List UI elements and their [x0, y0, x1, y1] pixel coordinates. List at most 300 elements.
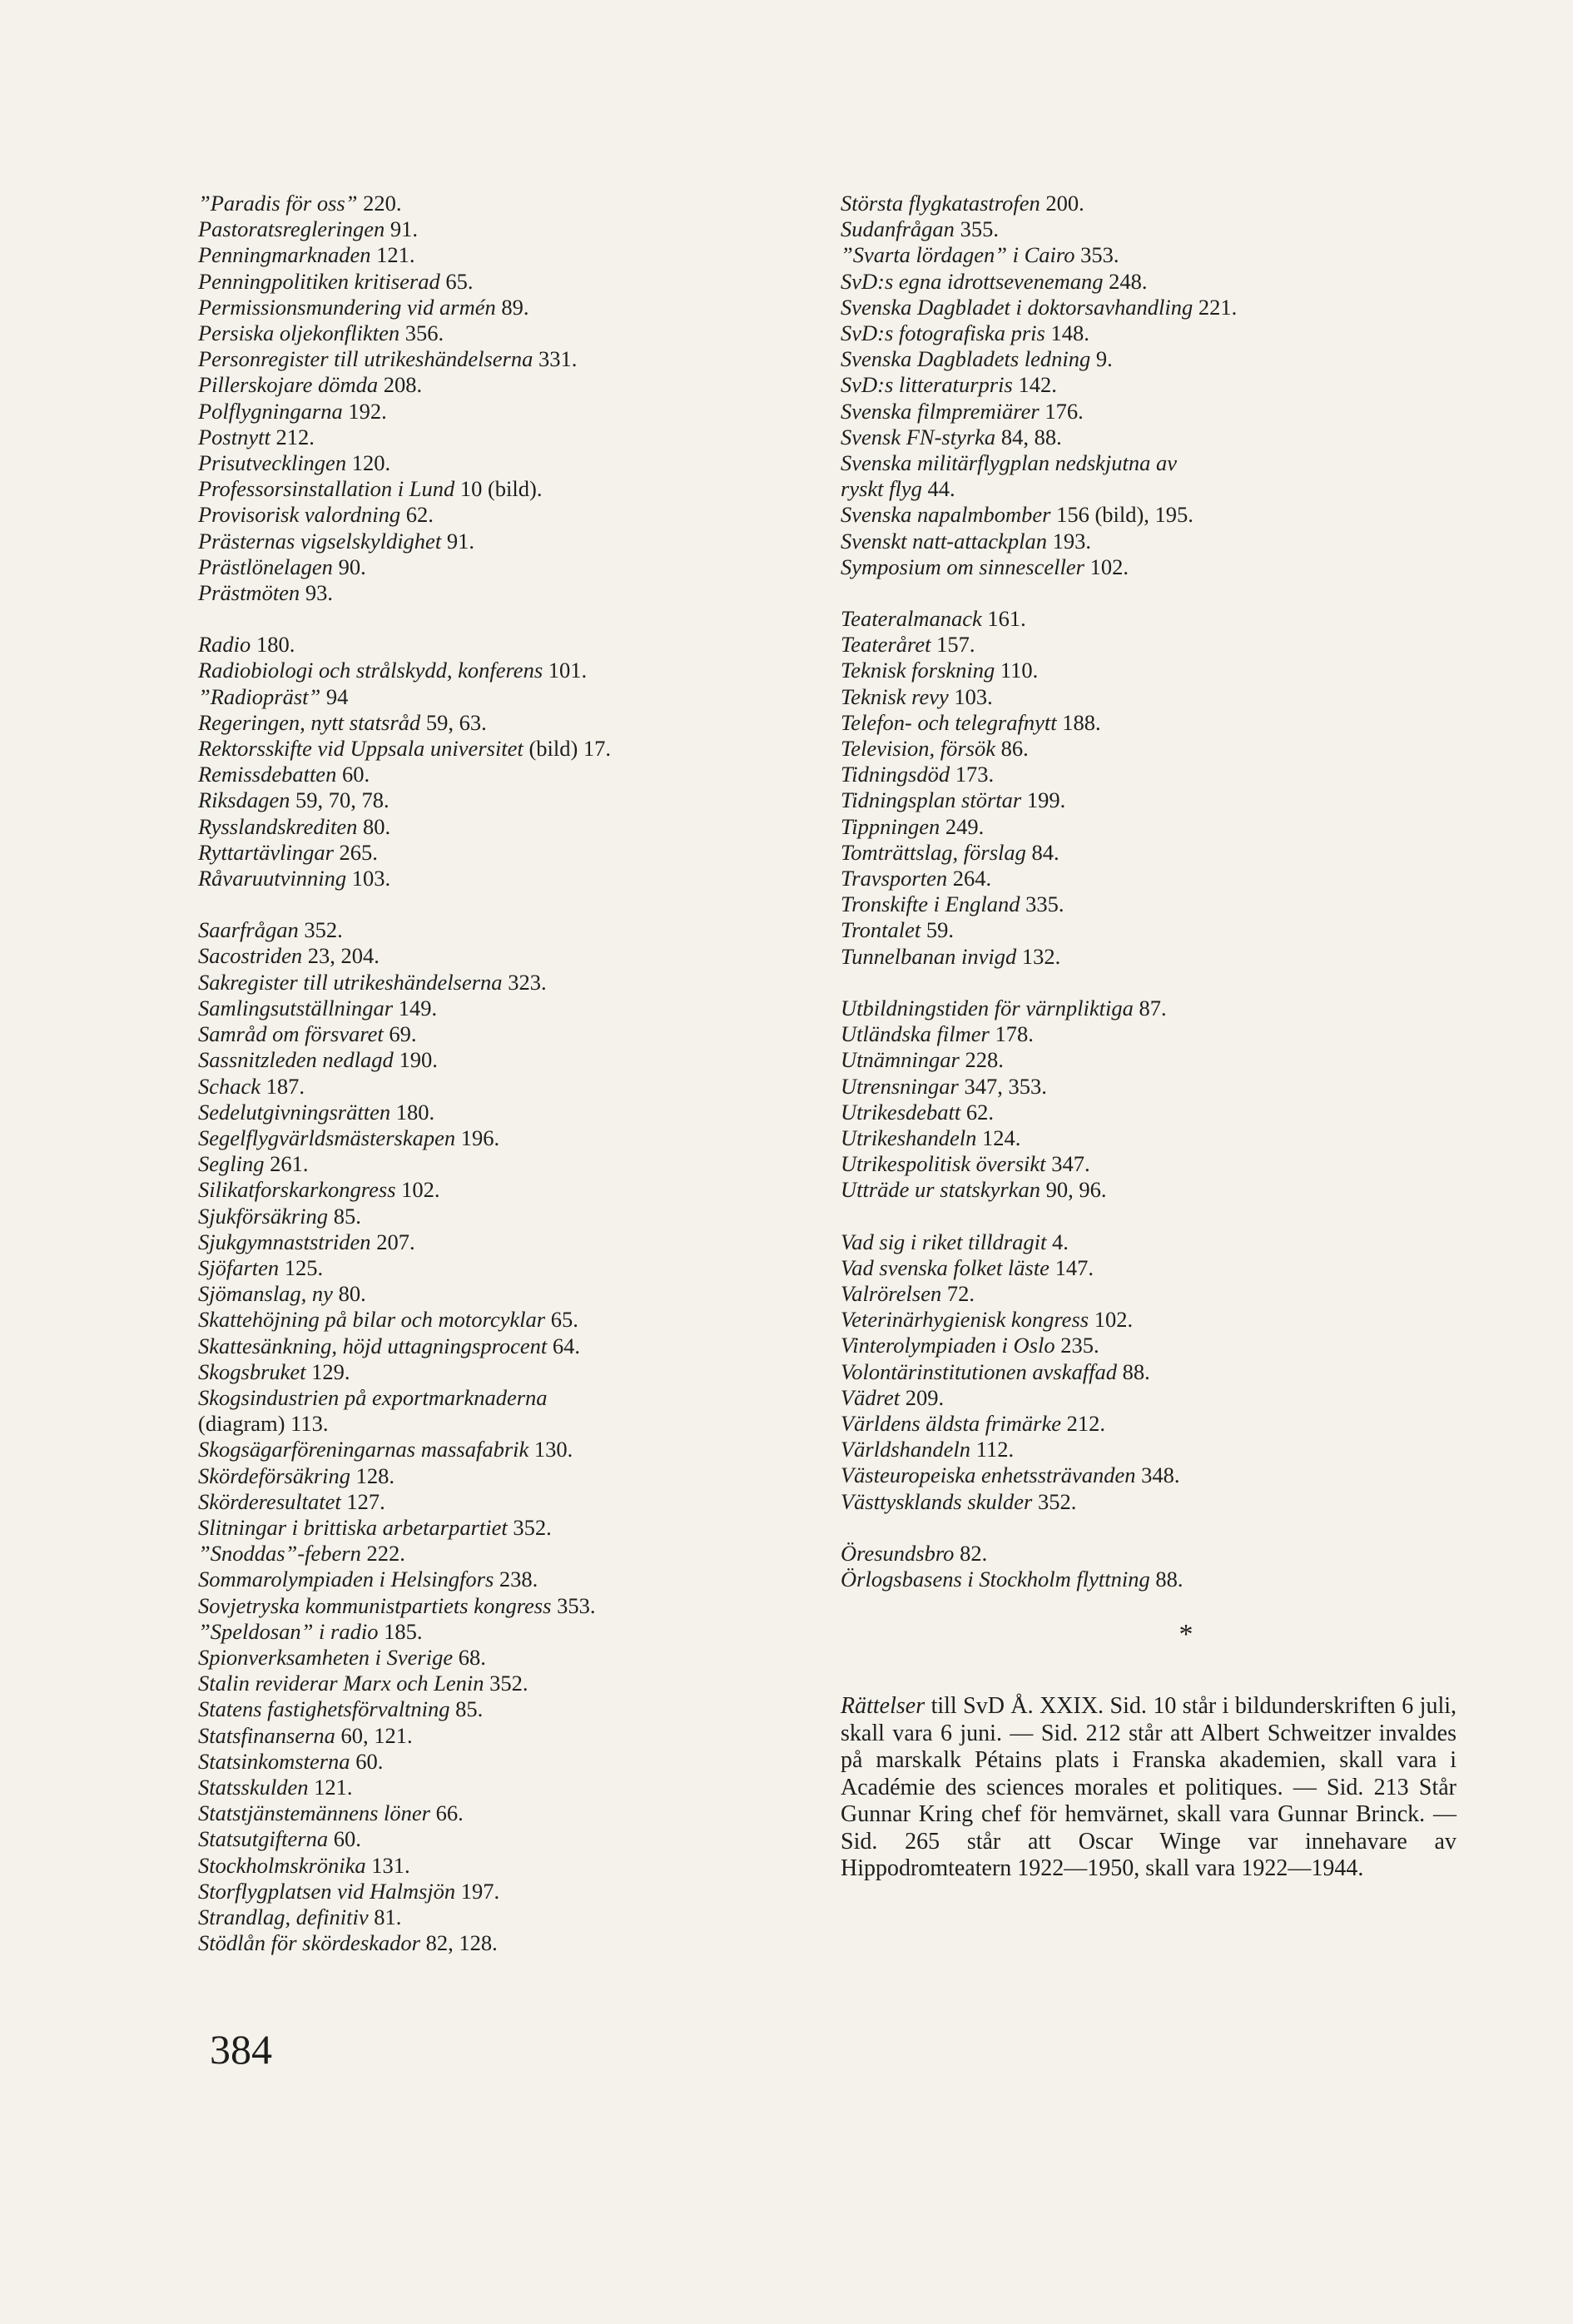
index-entry-title: Råvaruutvinning — [198, 866, 347, 891]
index-entry — [841, 450, 1456, 476]
index-entry-refs: 86. — [1000, 736, 1029, 762]
index-entry-refs: 200. — [1045, 191, 1084, 216]
index-entry-title: Teateralmanack — [841, 606, 982, 632]
index-entry — [198, 346, 814, 372]
index-entry-title: ”Svarta lördagen” i Cairo — [841, 242, 1075, 268]
index-entry — [198, 580, 814, 606]
index-entry-title: Persiska oljekonflikten — [198, 320, 400, 346]
index-entry — [198, 1359, 814, 1385]
index-entry — [198, 502, 814, 528]
index-entry-title: Svenska militärflygplan nedskjutna av — [841, 450, 1178, 476]
index-entry-refs: 80. — [363, 813, 391, 839]
errata-text: till SvD Å. XXIX. Sid. 10 står i bildunderskriften 6 juli, skall vara 6 juni. — Sid. 212 står att Albert Schweitzer invaldes på marskalk Pétains plats i Franska akademien, skall vara i Académie des sciences morales et politiques. — Sid. 213 Står Gunnar Kring chef för hemvärnet, skall vara Gunnar Brinck. — Sid. 265 står att Oscar Winge var innehavare av Hippodromteatern 1922—1950, skall vara 1922—1944. — [841, 1693, 1457, 1882]
index-entry — [198, 1567, 814, 1592]
index-entry-refs: 125. — [284, 1254, 324, 1280]
index-entry-title: Penningmarknaden — [198, 242, 371, 268]
index-entry — [841, 1333, 1456, 1358]
index-entry-title: Ryttartävlingar — [198, 839, 334, 865]
index-entry — [841, 1074, 1456, 1100]
index-entry-title: Statsskulden — [198, 1774, 309, 1800]
index-entry — [198, 1125, 814, 1151]
index-entry — [198, 658, 814, 683]
index-entry-refs: 72. — [946, 1280, 975, 1306]
index-entry-refs: 264. — [952, 866, 992, 891]
index-entry — [841, 840, 1456, 866]
index-groups-right — [841, 191, 1456, 1592]
index-entry-refs: 180. — [256, 632, 295, 658]
index-entry — [198, 216, 814, 242]
index-entry-title: Postnytt — [198, 424, 270, 449]
index-entry-title: Sjöfarten — [198, 1254, 280, 1280]
index-entry-refs: 68. — [458, 1644, 486, 1670]
index-entry-title: Trontalet — [841, 917, 921, 943]
index-entry-title: Världens äldsta frimärke — [841, 1410, 1061, 1436]
index-entry — [198, 1904, 814, 1930]
index-entry-title: Spionverksamheten i Sverige — [198, 1644, 454, 1670]
index-entry — [841, 216, 1456, 242]
index-entry-title: Tidningsplan störtar — [841, 787, 1022, 813]
index-entry — [198, 399, 814, 425]
index-entry-title: Svensk FN-styrka — [841, 424, 996, 449]
index-entry-refs: 335. — [1025, 891, 1064, 917]
index-entry-title: Tidningsdöd — [841, 762, 950, 787]
index-entry-refs: 69. — [389, 1021, 417, 1047]
index-group — [198, 632, 814, 891]
index-entry-refs: 91. — [446, 528, 474, 554]
index-entry — [841, 1411, 1456, 1437]
index-entry-refs: 212. — [1066, 1410, 1105, 1436]
index-entry-title: Television, försök — [841, 736, 995, 762]
index-entry — [841, 1567, 1456, 1592]
index-entry-refs: 64. — [552, 1333, 581, 1358]
index-entry-refs: (bild) 17. — [528, 736, 612, 762]
index-entry — [198, 1826, 814, 1852]
index-entry — [198, 1775, 814, 1800]
index-entry-title: Vad svenska folket läste — [841, 1254, 1049, 1280]
index-group — [841, 1229, 1456, 1515]
index-entry-title: Utländska filmer — [841, 1021, 990, 1047]
index-entry — [841, 372, 1456, 398]
index-entry-title: Samlingsutställningar — [198, 995, 394, 1020]
index-entry — [841, 1462, 1456, 1488]
index-entry-refs: 196. — [460, 1125, 500, 1150]
index-entry-title: Statsfinanserna — [198, 1722, 335, 1748]
index-entry-title: Radiobiologi och strålskydd, konferens — [198, 658, 543, 683]
index-entry-refs: 190. — [399, 1047, 438, 1073]
index-entry — [841, 787, 1456, 813]
index-entry-title: Schack — [198, 1073, 261, 1099]
index-entry — [841, 1307, 1456, 1333]
index-entry-title: ”Paradis för oss” — [198, 191, 358, 216]
index-entry-title: Symposium om sinnesceller — [841, 554, 1084, 579]
index-entry-title: Skogsbruket — [198, 1358, 306, 1384]
index-entry-title: Skattehöjning på bilar och motorcyklar — [198, 1307, 546, 1333]
index-entry-title: Telefon- och telegrafnytt — [841, 709, 1057, 735]
index-entry-refs: 355. — [960, 216, 999, 242]
index-entry — [841, 632, 1456, 658]
index-entry-refs: 221. — [1198, 294, 1238, 320]
index-entry-title: Valrörelsen — [841, 1280, 942, 1306]
index-entry — [198, 1255, 814, 1281]
index-entry-refs: 156 (bild), 195. — [1056, 502, 1193, 528]
index-entry-title: Prästmöten — [198, 580, 300, 606]
index-entry — [198, 269, 814, 295]
index-entry — [198, 1385, 814, 1411]
index-entry — [841, 1229, 1456, 1255]
index-entry — [198, 1204, 814, 1229]
index-entry-title: Örlogsbasens i Stockholm flyttning — [841, 1566, 1150, 1592]
index-entry — [841, 320, 1456, 346]
index-entry-title: Sakregister till utrikeshändelserna — [198, 969, 503, 995]
index-entry-refs: 261. — [270, 1151, 309, 1177]
index-entry-title: ”Radiopräst” — [198, 683, 321, 709]
index-entry-title: Svenska napalmbomber — [841, 502, 1051, 528]
index-entry-title: Världshandeln — [841, 1437, 971, 1462]
index-entry — [198, 1696, 814, 1722]
index-entry-title: Permissionsmundering vid armén — [198, 294, 496, 320]
index-entry — [198, 372, 814, 398]
index-entry-refs: 265. — [339, 839, 378, 865]
index-entry — [841, 476, 1456, 502]
index-entry-refs: 157. — [936, 632, 975, 658]
index-entry-refs: 238. — [499, 1567, 538, 1592]
index-entry-title: Vinterolympiaden i Oslo — [841, 1333, 1055, 1358]
index-entry — [841, 1047, 1456, 1073]
index-entry-refs: 188. — [1062, 709, 1101, 735]
index-entry-title: Stockholmskrönika — [198, 1852, 366, 1878]
index-entry — [841, 1281, 1456, 1307]
errata-notice — [841, 1693, 1456, 1883]
index-entry — [841, 891, 1456, 917]
index-entry-title: Utrikespolitisk översikt — [841, 1151, 1046, 1177]
index-entry-refs: 249. — [945, 813, 985, 839]
index-entry-title: Sassnitzleden nedlagd — [198, 1047, 394, 1073]
index-entry-refs: 59, 70, 78. — [295, 787, 390, 813]
index-group — [841, 606, 1456, 970]
index-entry — [198, 1853, 814, 1879]
index-entry-title: Sedelutgivningsrätten — [198, 1099, 391, 1125]
index-entry-refs: 128. — [355, 1462, 395, 1488]
index-entry-refs: 60. — [355, 1748, 384, 1774]
index-entry — [198, 1177, 814, 1203]
index-column-left — [198, 191, 814, 1982]
index-entry-title: Tronskifte i England — [841, 891, 1020, 917]
errata-heading: Rättelser — [841, 1693, 925, 1720]
index-entry-title: Slitningar i brittiska arbetarpartiet — [198, 1514, 508, 1540]
index-entry-refs: 102. — [1094, 1307, 1134, 1333]
index-entry — [198, 425, 814, 450]
index-entry-refs: 4. — [1051, 1229, 1069, 1254]
index-entry-refs: 228. — [965, 1047, 1004, 1073]
index-entry — [841, 529, 1456, 554]
index-entry-refs: 88. — [1122, 1358, 1150, 1384]
index-entry-refs: 121. — [314, 1774, 353, 1800]
index-column-right — [841, 191, 1456, 1883]
index-entry-title: Vädret — [841, 1384, 901, 1410]
index-entry — [841, 736, 1456, 762]
index-entry — [198, 814, 814, 840]
index-entry — [841, 554, 1456, 580]
index-entry-title: Skogsägarföreningarnas massafabrik — [198, 1437, 529, 1462]
index-entry-refs: 185. — [384, 1618, 423, 1644]
index-entry-title: Utrikesdebatt — [841, 1099, 961, 1125]
index-entry-title: Sovjetryska kommunistpartiets kongress — [198, 1592, 552, 1618]
index-entry — [841, 944, 1456, 970]
index-entry-title: Skörderesultatet — [198, 1488, 341, 1514]
index-entry-refs: 10 (bild). — [459, 476, 543, 502]
index-entry-title: Pillerskojare dömda — [198, 372, 379, 398]
index-entry-refs: 112. — [975, 1437, 1015, 1462]
index-entry-refs: 178. — [995, 1021, 1034, 1047]
index-entry-refs: 220. — [363, 191, 402, 216]
index-entry-title: ryskt flyg — [841, 476, 922, 502]
index-entry-title: Teateråret — [841, 632, 931, 658]
index-entry-refs: 323. — [508, 969, 547, 995]
index-entry-title: Sudanfrågan — [841, 216, 955, 242]
index-entry — [198, 996, 814, 1021]
index-entry — [198, 840, 814, 866]
index-entry-title: Västeuropeiska enhetssträvanden — [841, 1462, 1136, 1488]
index-entry — [841, 1255, 1456, 1281]
index-entry-refs: 129. — [311, 1358, 350, 1384]
index-entry-refs: 81. — [374, 1904, 402, 1929]
index-entry-title: Skogsindustrien på exportmarknaderna — [198, 1384, 548, 1410]
index-entry-title: Prästlönelagen — [198, 554, 333, 579]
index-entry-refs: 91. — [390, 216, 419, 242]
index-entry-title: Segelflygvärldsmästerskapen — [198, 1125, 456, 1150]
index-entry-title: Skattesänkning, höjd uttagningsprocent — [198, 1333, 548, 1358]
index-entry — [198, 1619, 814, 1645]
index-entry — [198, 450, 814, 476]
index-entry-refs: 93. — [305, 580, 333, 606]
index-entry-refs: 9. — [1095, 346, 1113, 372]
index-entry — [198, 970, 814, 996]
index-entry — [198, 320, 814, 346]
index-entry-refs: 82, 128. — [425, 1930, 498, 1956]
index-entry-title: Teknisk revy — [841, 683, 949, 709]
index-entry-title: Rektorsskifte vid Uppsala universitet — [198, 736, 524, 762]
index-entry — [198, 242, 814, 268]
index-entry-refs: 130. — [533, 1437, 573, 1462]
index-entry-refs: 131. — [371, 1852, 410, 1878]
index-entry — [841, 1489, 1456, 1515]
index-entry — [198, 1307, 814, 1333]
index-entry — [198, 1437, 814, 1462]
index-entry-title: Silikatforskarkongress — [198, 1177, 396, 1203]
index-entry-title: Provisorisk valordning — [198, 502, 401, 528]
index-entry-title: Professorsinstallation i Lund — [198, 476, 455, 502]
index-entry-title: Storflygplatsen vid Halmsjön — [198, 1878, 456, 1904]
index-group — [841, 191, 1456, 580]
index-entry-title: Statens fastighetsförvaltning — [198, 1696, 450, 1722]
index-entry — [198, 295, 814, 320]
index-entry-refs: 124. — [982, 1125, 1021, 1150]
index-entry — [198, 710, 814, 736]
index-entry — [198, 476, 814, 502]
index-entry-title: Tippningen — [841, 813, 940, 839]
index-entry — [198, 1645, 814, 1671]
index-entry-title: Utträde ur statskyrkan — [841, 1177, 1040, 1203]
index-entry-title: Svenska filmpremiärer — [841, 398, 1040, 424]
index-entry — [198, 529, 814, 554]
index-entry-refs: 142. — [1018, 372, 1057, 398]
index-entry — [841, 269, 1456, 295]
index-entry-title: Svenska Dagbladets ledning — [841, 346, 1091, 372]
index-entry — [841, 425, 1456, 450]
index-entry-title: Personregister till utrikeshändelserna — [198, 346, 533, 372]
index-entry — [198, 736, 814, 762]
index-entry — [841, 1021, 1456, 1047]
index-entry-title: Sjukgymnaststriden — [198, 1229, 371, 1254]
index-entry-refs: 149. — [398, 995, 438, 1020]
index-entry-title: Pastoratsregleringen — [198, 216, 385, 242]
index-entry-refs: 353. — [557, 1592, 596, 1618]
index-entry-title: Prisutvecklingen — [198, 450, 347, 476]
index-entry — [198, 943, 814, 969]
index-entry — [198, 1100, 814, 1125]
index-entry-refs: 173. — [955, 762, 995, 787]
index-entry — [198, 1021, 814, 1047]
index-entry-refs: 208. — [383, 372, 423, 398]
index-entry-refs: 44. — [927, 476, 955, 502]
index-entry-title: Svenska Dagbladet i doktorsavhandling — [841, 294, 1193, 320]
index-entry-refs: 65. — [550, 1307, 578, 1333]
index-entry — [198, 1333, 814, 1359]
index-entry — [198, 1930, 814, 1956]
index-entry — [841, 606, 1456, 632]
index-entry-title: Sjukförsäkring — [198, 1203, 329, 1229]
index-entry-title: Utrensningar — [841, 1073, 959, 1099]
index-entry-title: Penningpolitiken kritiserad — [198, 268, 440, 294]
index-entry — [198, 1879, 814, 1904]
index-entry — [198, 632, 814, 658]
index-entry-refs: 103. — [954, 683, 993, 709]
index-entry — [198, 762, 814, 787]
index-entry-title: Statsinkomsterna — [198, 1748, 350, 1774]
index-entry-title: Svenskt natt-attackplan — [841, 528, 1047, 554]
index-entry-refs: 59, 63. — [425, 709, 487, 735]
index-entry-title: Utnämningar — [841, 1047, 960, 1073]
index-entry — [198, 1541, 814, 1567]
index-entry — [198, 917, 814, 943]
index-entry — [841, 996, 1456, 1021]
index-entry — [198, 787, 814, 813]
index-entry-title: Stödlån för skördeskador — [198, 1930, 420, 1956]
index-entry — [841, 346, 1456, 372]
index-entry-refs: 356. — [404, 320, 444, 346]
index-entry-title: Vad sig i riket tilldragit — [841, 1229, 1047, 1254]
index-entry-refs: 347, 353. — [964, 1073, 1047, 1099]
index-entry-title: Radio — [198, 632, 251, 658]
index-entry-refs: 199. — [1026, 787, 1066, 813]
index-entry-title: Riksdagen — [198, 787, 290, 813]
index-entry-refs: 235. — [1060, 1333, 1099, 1358]
index-entry-title: SvD:s fotografiska pris — [841, 320, 1045, 346]
index-entry — [841, 295, 1456, 320]
index-entry-refs: 248. — [1109, 268, 1148, 294]
index-entry-title: Utrikeshandeln — [841, 1125, 977, 1150]
index-entry-refs: 85. — [455, 1696, 484, 1722]
index-entry-refs: 103. — [351, 866, 391, 891]
index-entry — [841, 1125, 1456, 1151]
index-entry — [841, 1541, 1456, 1567]
index-entry — [198, 1463, 814, 1489]
index-entry-title: Saarfrågan — [198, 917, 299, 943]
index-entry — [841, 710, 1456, 736]
index-entry — [198, 1515, 814, 1541]
index-entry-refs: 209. — [905, 1384, 945, 1410]
index-entry-refs: 148. — [1050, 320, 1089, 346]
index-entry — [198, 191, 814, 216]
index-entry-refs: 352. — [489, 1671, 528, 1696]
index-entry-refs: 80. — [338, 1281, 366, 1307]
index-entry-refs: 176. — [1045, 398, 1084, 424]
index-entry — [198, 1749, 814, 1775]
index-entry-refs: 82. — [960, 1540, 988, 1566]
index-entry-refs: 101. — [548, 658, 588, 683]
index-entry-refs: 60, 121. — [340, 1722, 413, 1748]
index-entry-title: Utbildningstiden för värnpliktiga — [841, 995, 1134, 1020]
index-entry-refs: 89. — [501, 294, 529, 320]
index-entry-refs: 352. — [1038, 1488, 1077, 1514]
index-entry-title: Volontärinstitutionen avskaffad — [841, 1358, 1117, 1384]
index-group — [198, 191, 814, 606]
index-entry-refs: 187. — [265, 1073, 305, 1099]
index-entry — [198, 554, 814, 580]
index-entry-refs: 110. — [1000, 658, 1039, 683]
index-entry-refs: 132. — [1021, 943, 1061, 969]
index-entry-refs: (diagram) 113. — [198, 1411, 329, 1437]
index-entry-title: Stalin reviderar Marx och Lenin — [198, 1671, 484, 1696]
index-entry-title: Polflygningarna — [198, 398, 343, 424]
index-entry-refs: 192. — [348, 398, 387, 424]
index-entry-refs: 348. — [1141, 1462, 1180, 1488]
index-entry — [198, 1411, 814, 1437]
section-separator: * — [1179, 1619, 1193, 1651]
index-entry-title: Veterinärhygienisk kongress — [841, 1307, 1089, 1333]
index-entry-title: Öresundsbro — [841, 1540, 955, 1566]
index-entry-title: Strandlag, definitiv — [198, 1904, 369, 1929]
index-entry-refs: 147. — [1054, 1254, 1094, 1280]
index-group — [841, 1541, 1456, 1592]
index-entry — [841, 242, 1456, 268]
index-entry-refs: 66. — [435, 1800, 464, 1826]
index-entry-title: Segling — [198, 1151, 265, 1177]
index-entry-title: Sommarolympiaden i Helsingfors — [198, 1567, 494, 1592]
index-entry-refs: 84. — [1031, 839, 1059, 865]
index-entry-refs: 127. — [346, 1488, 385, 1514]
index-entry — [841, 399, 1456, 425]
index-entry-title: Sjömanslag, ny — [198, 1281, 333, 1307]
index-entry-refs: 207. — [376, 1229, 415, 1254]
index-entry-title: Skördeförsäkring — [198, 1462, 351, 1488]
index-entry-title: Teknisk forskning — [841, 658, 995, 683]
index-entry-refs: 59. — [925, 917, 954, 943]
index-entry-title: Rysslandskrediten — [198, 813, 358, 839]
index-entry-refs: 60. — [341, 762, 370, 787]
index-entry-title: Sacostriden — [198, 943, 303, 969]
index-entry-refs: 102. — [1089, 554, 1129, 579]
index-entry-title: Västtysklands skulder — [841, 1488, 1033, 1514]
index-entry-title: ”Speldosan” i radio — [198, 1618, 379, 1644]
index-entry-refs: 197. — [460, 1878, 500, 1904]
index-entry — [198, 1671, 814, 1696]
index-entry-refs: 87. — [1139, 995, 1167, 1020]
index-entry-refs: 65. — [445, 268, 474, 294]
index-group — [198, 917, 814, 1956]
index-entry — [198, 866, 814, 891]
index-entry-refs: 353. — [1080, 242, 1119, 268]
